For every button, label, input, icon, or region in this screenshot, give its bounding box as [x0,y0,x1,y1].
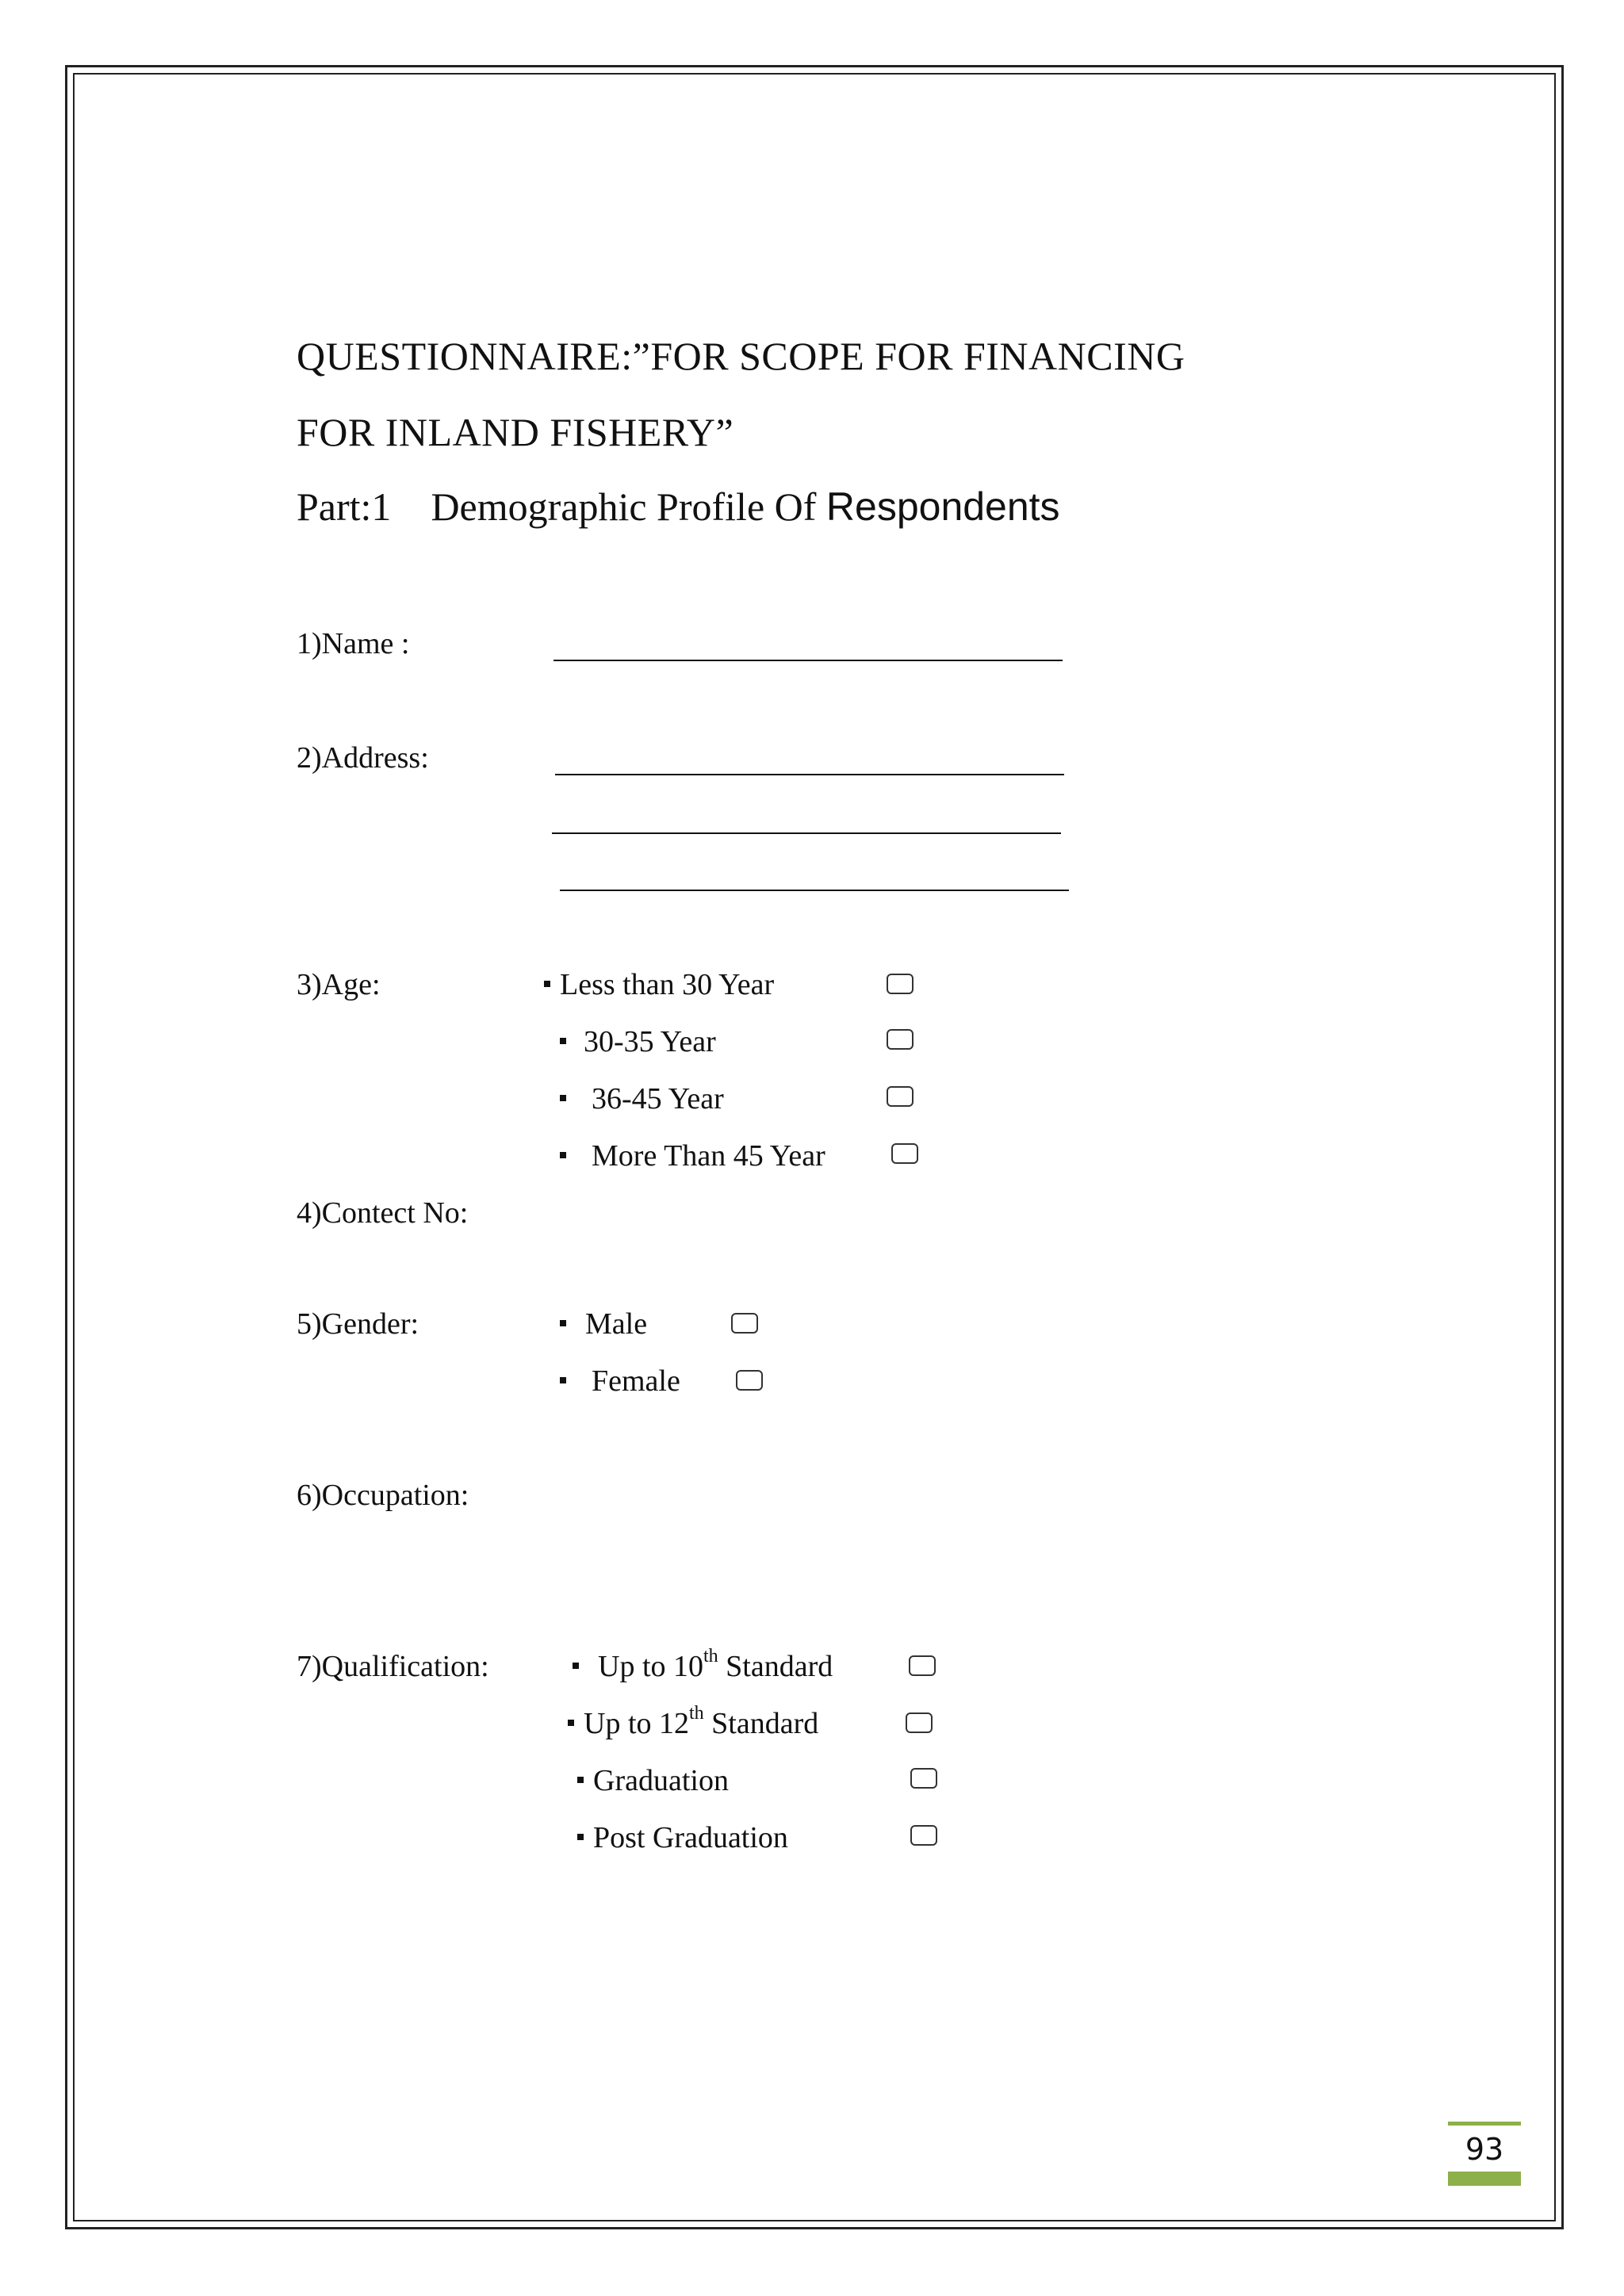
address-blank-line-3[interactable] [560,890,1069,891]
gender-male-checkbox[interactable] [731,1313,758,1334]
qualification-12th-checkbox[interactable] [906,1712,933,1733]
questionnaire-title-line-2: FOR INLAND FISHERY” [297,410,734,454]
gender-female-checkbox[interactable] [736,1370,763,1391]
address-blank-line-1[interactable] [555,774,1064,775]
bullet-icon [560,1377,566,1383]
part-heading-respondents: Respondents [825,484,1060,529]
part-heading [297,484,1060,530]
qualification-option-10th: Up to 10th Standard [573,1649,833,1684]
address-blank-line-2[interactable] [552,832,1061,834]
bullet-icon [568,1720,574,1726]
qualification-post-graduation-checkbox[interactable] [910,1825,937,1846]
qualification-option-graduation: Graduation [577,1763,729,1798]
bullet-icon [560,1095,566,1101]
qualification-10th-checkbox[interactable] [909,1655,936,1676]
address-label: 2)Address: [297,741,429,775]
name-label: 1)Name : [297,627,410,660]
name-blank-line[interactable] [553,660,1063,661]
age-label: 3)Age: [297,968,381,1001]
page-number-bottom-bar [1448,2172,1521,2186]
page-number-box [1448,2122,1521,2186]
age-less-than-30-checkbox[interactable] [887,974,914,994]
age-option-36-45: 36-45 Year [560,1081,724,1116]
age-36-45-checkbox[interactable] [887,1086,914,1107]
contact-number-label: 4)Contect No: [297,1196,469,1230]
qualification-graduation-checkbox[interactable] [910,1768,937,1789]
bullet-icon [560,1152,566,1158]
bullet-icon [573,1663,579,1669]
qualification-option-post-graduation: Post Graduation [577,1820,788,1855]
part-heading-text: Demographic Profile Of [431,484,817,529]
bullet-icon [560,1320,566,1326]
gender-option-male: Male [560,1307,647,1341]
age-option-more-than-45: More Than 45 Year [560,1138,825,1173]
occupation-label: 6)Occupation: [297,1479,469,1512]
qualification-option-12th: Up to 12th Standard [568,1706,818,1741]
part-prefix: Part:1 [297,484,392,529]
bullet-icon [560,1038,566,1044]
gender-option-female: Female [560,1364,680,1399]
bullet-icon [544,981,550,987]
age-more-than-45-checkbox[interactable] [891,1143,918,1164]
age-option-less-than-30: Less than 30 Year [544,967,774,1002]
qualification-label: 7)Qualification: [297,1650,489,1683]
age-30-35-checkbox[interactable] [887,1029,914,1050]
bullet-icon [577,1777,584,1783]
bullet-icon [577,1834,584,1840]
gender-label: 5)Gender: [297,1307,419,1341]
age-option-30-35: 30-35 Year [560,1024,716,1059]
questionnaire-title-line-1: QUESTIONNAIRE:”FOR SCOPE FOR FINANCING [297,334,1185,378]
page-number: 93 [1465,2132,1504,2167]
